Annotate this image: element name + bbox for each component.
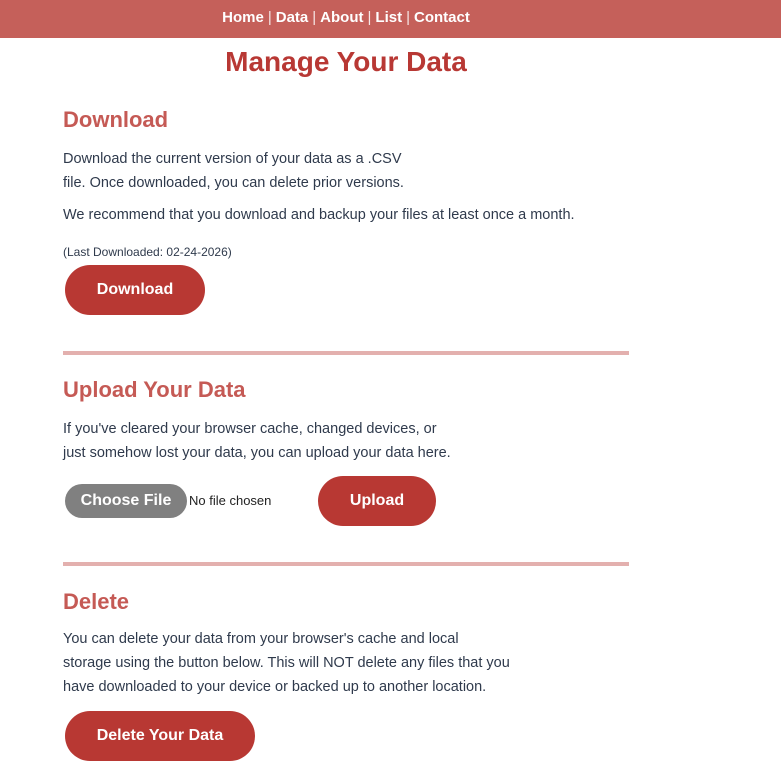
download-text-line1: Download the current version of your data as a .CSV: [63, 151, 402, 167]
nav-separator: |: [267, 9, 272, 26]
delete-text-line2: storage using the button below. This will NOT delete any files that you: [63, 655, 510, 671]
page-title: Manage Your Data: [225, 46, 467, 77]
nav-about[interactable]: About: [320, 9, 364, 26]
upload-button[interactable]: Upload: [318, 476, 436, 526]
nav-separator: |: [367, 9, 372, 26]
choose-file-button[interactable]: Choose File: [65, 484, 187, 518]
delete-data-button[interactable]: Delete Your Data: [65, 711, 255, 761]
nav-home[interactable]: Home: [222, 9, 264, 26]
file-status: No file chosen: [189, 493, 272, 508]
upload-heading: Upload Your Data: [63, 377, 246, 402]
nav-data[interactable]: Data: [275, 9, 309, 26]
top-nav: [0, 0, 781, 38]
upload-text-line2: just somehow lost your data, you can upload your data here.: [63, 445, 451, 461]
download-recommendation: We recommend that you download and backup your files at least once a month.: [63, 207, 575, 223]
nav-links: [0, 9, 692, 26]
delete-text-line1: You can delete your data from your browser's cache and local: [63, 631, 459, 647]
upload-text-line1: If you've cleared your browser cache, changed devices, or: [63, 421, 437, 437]
download-text-line2: file. Once downloaded, you can delete prior versions.: [63, 175, 404, 191]
nav-separator: |: [312, 9, 317, 26]
delete-heading: Delete: [63, 589, 130, 614]
last-downloaded: (Last Downloaded: 02-24-2026): [63, 245, 232, 259]
divider: [63, 562, 629, 566]
download-button[interactable]: Download: [65, 265, 205, 315]
divider: [63, 351, 629, 355]
nav-separator: |: [406, 9, 410, 26]
nav-contact[interactable]: Contact: [413, 9, 470, 26]
download-heading: Download: [63, 107, 169, 132]
nav-list[interactable]: List: [375, 9, 403, 26]
delete-text-line3: have downloaded to your device or backed up to another location.: [63, 679, 487, 695]
